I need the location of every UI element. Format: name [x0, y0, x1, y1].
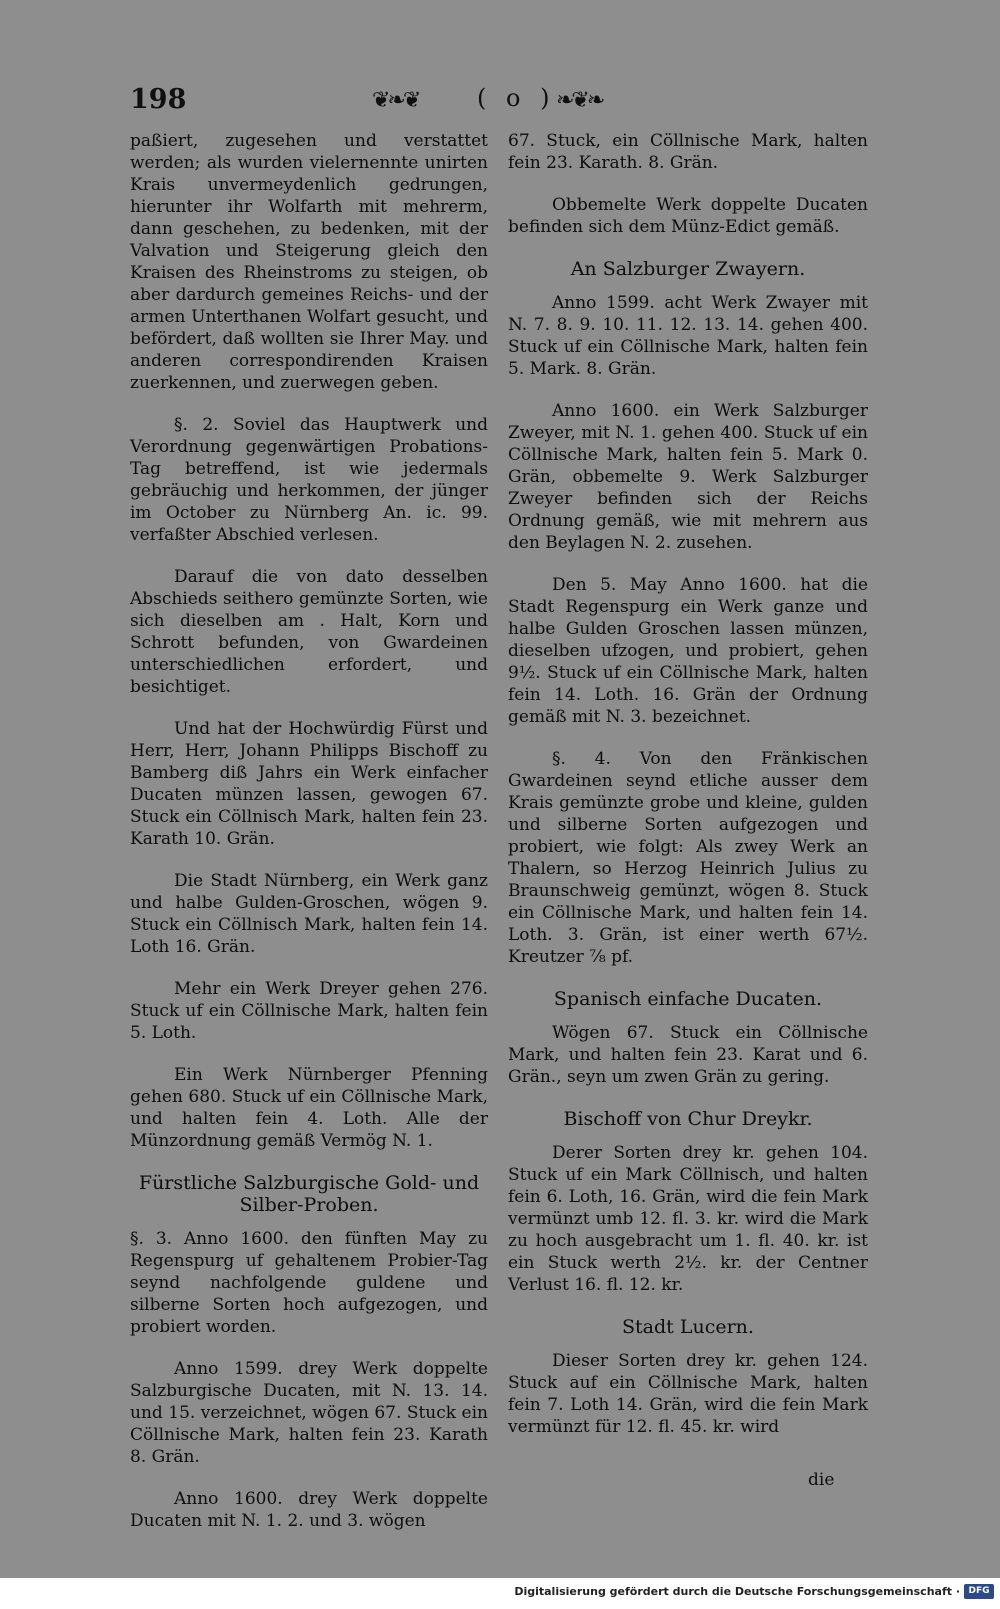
- paragraph: Anno 1600. ein Werk Salzburger Zweyer, mit N. 1. gehen 400. Stuck uf ein Cöllnische Mark, halten fein 5. Mark 0. Grän, obbemelte 9. Werk Salzburger Zweyer befinden sich der Reichs Ordnung gemäß, wie mit mehrern aus den Beylagen N. 2. zusehen.: [508, 401, 868, 553]
- paragraph: Anno 1599. drey Werk doppelte Salzburgische Ducaten, mit N. 13. 14. und 15. verzeichnet, wögen 67. Stuck ein Cöllnische Mark, halten fein 23. Karath 8. Grän.: [130, 1359, 488, 1467]
- paragraph: §. 4. Von den Fränkischen Gwardeinen seynd etliche ausser dem Krais gemünzte grobe und kleine, gulden und silberne Sorten aufgezogen und probiert, wie folgt: Als zwey Werk an Thalern, so Herzog Heinrich Julius zu Braunschweig gemünzt, wögen 8. Stuck ein Cöllnische Mark, und halten fein 14. Loth. 3. Grän, ist einer werth 67½. Kreutzer ⅞ pf.: [508, 749, 868, 967]
- footer-bar: [0, 1578, 1000, 1609]
- paragraph: Dieser Sorten drey kr. gehen 124. Stuck auf ein Cöllnische Mark, halten fein 7. Loth 14. Grän, wird die fein Mark vermünzt für 12. fl. 45. kr. wird: [508, 1351, 868, 1437]
- catchword: die: [808, 1470, 835, 1490]
- header-mark: ( o ): [477, 84, 556, 112]
- paragraph: Obbemelte Werk doppelte Ducaten befinden sich dem Münz-Edict gemäß.: [508, 195, 868, 237]
- paragraph: 67. Stuck, ein Cöllnische Mark, halten fein 23. Karath. 8. Grän.: [508, 131, 868, 173]
- right-column: [508, 130, 868, 1458]
- paragraph: Mehr ein Werk Dreyer gehen 276. Stuck uf ein Cöllnische Mark, halten fein 5. Loth.: [130, 979, 488, 1043]
- section-heading: Fürstliche Salzburgische Gold- und Silber-Proben.: [138, 1172, 480, 1216]
- paragraph: Und hat der Hochwürdig Fürst und Herr, Herr, Johann Philipps Bischoff zu Bamberg diß Jahrs ein Werk einfacher Ducaten münzen lassen, gewogen 67. Stuck ein Cöllnisch Mark, halten fein 23. Karath 10. Grän.: [130, 719, 488, 849]
- ornament-left-icon: ❦❧❦: [372, 88, 419, 113]
- paragraph: Den 5. May Anno 1600. hat die Stadt Regenspurg ein Werk ganze und halbe Gulden Groschen lassen münzen, dieselben ufzogen, und probiert, gehen 9½. Stuck uf ein Cöllnische Mark, halten fein 14. Loth. 16. Grän der Ordnung gemäß mit N. 3. bezeichnet.: [508, 575, 868, 727]
- page-header: [128, 84, 874, 124]
- footer-credit: Digitalisierung gefördert durch die Deutsche Forschungsgemeinschaft ·: [514, 1585, 960, 1598]
- section-heading: Bischoff von Chur Dreykr.: [563, 1108, 813, 1130]
- page-number: 198: [130, 84, 187, 115]
- left-column: [130, 130, 488, 1552]
- paragraph: Wögen 67. Stuck ein Cöllnische Mark, und halten fein 23. Karat und 6. Grän., seyn um zwen Grän zu gering.: [508, 1023, 868, 1087]
- paragraph: Die Stadt Nürnberg, ein Werk ganz und halbe Gulden-Groschen, wögen 9. Stuck ein Cöllnisch Mark, halten fein 14. Loth 16. Grän.: [130, 871, 488, 957]
- ornament-right-icon: ❧❦❧: [556, 88, 603, 113]
- paragraph: Darauf die von dato desselben Abschieds seithero gemünzte Sorten, wie sich dieselben am . Halt, Korn und Schrott befunden, von Gwardeinen unterschiedlichen erfordert, und besichtiget.: [130, 567, 488, 697]
- paragraph: Derer Sorten drey kr. gehen 104. Stuck uf ein Mark Cöllnisch, und halten fein 6. Loth, 16. Grän, wird die fein Mark vermünzt umb 12. fl. 3. kr. wird die Mark zu hoch ausgebracht um 1. fl. 40. kr. ist ein Stuck werth 2½. kr. der Centner Verlust 16. fl. 12. kr.: [508, 1143, 868, 1295]
- section-heading: Stadt Lucern.: [622, 1316, 754, 1338]
- paragraph: §. 3. Anno 1600. den fünften May zu Regenspurg uf gehaltenem Probier-Tag seynd nachfolgende guldene und silberne Sorten hoch aufgezogen, und probiert worden.: [130, 1229, 488, 1337]
- section-heading: Spanisch einfache Ducaten.: [553, 988, 823, 1010]
- paragraph: paßiert, zugesehen und verstattet werden; als wurden vielernennte unirten Krais unvermeydenlich gedrungen, hierunter ihr Wolfarth mit mehrerm, dann geschehen, zu bedenken, mit der Valvation und Steigerung gleich den Kraisen des Rheinstroms zu steigen, ob aber dardurch gemeines Reichs- und der armen Unterthanen Wolfart gesucht, und befördert, daß wollten sie Ihrer May. und anderen correspondirenden Kraisen zuerkennen, und zuerwegen geben.: [130, 131, 488, 393]
- paragraph: Anno 1599. acht Werk Zwayer mit N. 7. 8. 9. 10. 11. 12. 13. 14. gehen 400. Stuck uf ein Cöllnische Mark, halten fein 5. Mark. 8. Grän.: [508, 293, 868, 379]
- section-heading: An Salzburger Zwayern.: [570, 258, 806, 280]
- paragraph: Anno 1600. drey Werk doppelte Ducaten mit N. 1. 2. und 3. wögen: [130, 1489, 488, 1531]
- paragraph: §. 2. Soviel das Hauptwerk und Verordnung gegenwärtigen Probations-Tag betreffend, ist wie jedermals gebräuchig und herkommen, der jünger im October zu Nürnberg An. ic. 99. verfaßter Abschied verlesen.: [130, 415, 488, 545]
- paragraph: Ein Werk Nürnberger Pfenning gehen 680. Stuck uf ein Cöllnische Mark, und halten fein 4. Loth. Alle der Münzordnung gemäß Vermög N. 1.: [130, 1065, 488, 1151]
- dfg-logo: DFG: [964, 1584, 994, 1599]
